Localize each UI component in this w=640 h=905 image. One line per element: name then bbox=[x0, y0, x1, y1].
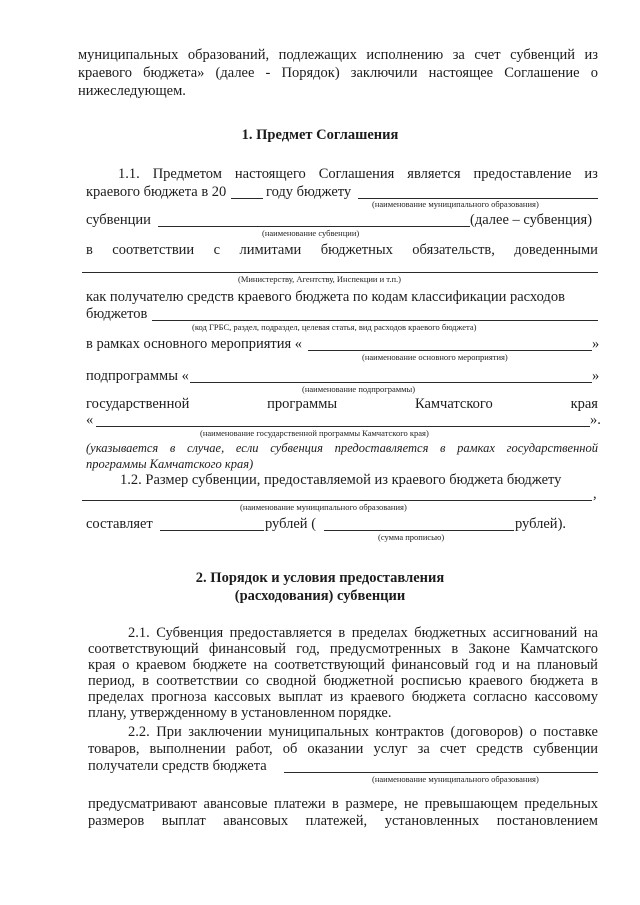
caption-codes: (код ГРБС, раздел, подраздел, целевая статья, вид расходов краевого бюджета) bbox=[192, 322, 477, 332]
word: на bbox=[583, 625, 598, 641]
word: исполнению bbox=[366, 47, 444, 63]
section-2-title-line-2: (расходования) субвенции bbox=[234, 588, 406, 604]
section-2-title-line-1: 2. Порядок и условия предоставления bbox=[195, 570, 445, 586]
word: 2.1. bbox=[128, 625, 150, 641]
word: Законе bbox=[468, 641, 510, 657]
word: установленных bbox=[384, 813, 480, 829]
word: Предметом bbox=[152, 166, 222, 182]
word: период, bbox=[88, 673, 136, 689]
caption-municipality-3: (наименование муниципального образования) bbox=[372, 774, 539, 784]
word: за bbox=[417, 741, 430, 757]
clause-2-1-line-6: плану, утвержденному в установленном порядке. bbox=[88, 705, 392, 721]
word: краевого bbox=[78, 65, 132, 81]
word: в bbox=[440, 441, 446, 455]
word: краевого bbox=[350, 689, 405, 705]
word: средств bbox=[476, 741, 524, 757]
word: не bbox=[403, 796, 419, 812]
subvention-label: субвенции bbox=[86, 212, 151, 228]
caption-state-program: (наименование государственной программы Камчатского края) bbox=[200, 428, 429, 438]
word: Камчатского bbox=[414, 396, 493, 412]
word: в bbox=[591, 673, 598, 689]
word: - bbox=[265, 65, 271, 81]
clause-2-2-line-5 bbox=[88, 813, 598, 830]
word: кассовых bbox=[213, 689, 272, 705]
word: (далее bbox=[215, 65, 255, 81]
intro-line-1 bbox=[78, 47, 598, 64]
budgets-label: бюджетов bbox=[86, 306, 148, 322]
caption-ministry: (Министерству, Агентству, Инспекции и т.п.) bbox=[238, 274, 401, 284]
word: платежи bbox=[273, 796, 326, 812]
word: 1.1. bbox=[118, 166, 140, 182]
word: предоставляется bbox=[229, 625, 332, 641]
main-activity-label: в рамках основного мероприятия « bbox=[86, 336, 303, 352]
clause-2-2-line-1 bbox=[128, 724, 598, 741]
word: в bbox=[169, 441, 176, 455]
caption-municipality-2: (наименование муниципального образования) bbox=[240, 502, 407, 512]
caption-municipality-1: (наименование муниципального образования) bbox=[372, 199, 539, 209]
amount-label: составляет bbox=[86, 516, 153, 532]
word: субвенции bbox=[533, 741, 598, 757]
word: (договоров) bbox=[450, 724, 523, 740]
section-1-title: 1. Предмет Соглашения bbox=[241, 127, 399, 143]
word: размеров bbox=[88, 813, 145, 829]
word: случае, bbox=[186, 441, 225, 455]
caption-subprogram: (наименование подпрограммы) bbox=[302, 384, 416, 394]
recipient-line: как получателю средств краевого бюджета по кодам классификации расходов bbox=[86, 289, 565, 305]
word: платежей, bbox=[305, 813, 368, 829]
codes-blank bbox=[152, 320, 598, 321]
ministry-blank bbox=[82, 272, 598, 273]
subvention-suffix: (далее – субвенция) bbox=[470, 212, 593, 228]
word: лимитами bbox=[239, 242, 302, 258]
clause-2-1-line-5 bbox=[88, 689, 598, 706]
word: субвенций bbox=[510, 47, 575, 63]
word: бюджетных bbox=[320, 242, 393, 258]
word: Соглашения bbox=[318, 166, 395, 182]
word: субвенция bbox=[270, 441, 323, 455]
word: плановый bbox=[537, 657, 598, 673]
word: соответствии bbox=[156, 673, 239, 689]
word: Соглашение bbox=[504, 65, 580, 81]
word: предусмотренных bbox=[329, 641, 442, 657]
word: за bbox=[452, 47, 465, 63]
word: рамках bbox=[457, 441, 495, 455]
word: счет bbox=[439, 741, 467, 757]
word: из bbox=[329, 689, 344, 705]
clause-1-1-line-2a: краевого бюджета в 20 bbox=[86, 184, 227, 200]
word: доведенными bbox=[514, 242, 598, 258]
word: является bbox=[407, 166, 461, 182]
word: услуг bbox=[373, 741, 408, 757]
word: год, bbox=[296, 641, 320, 657]
clause-2-2-line-3: получатели средств бюджета bbox=[88, 758, 267, 774]
word: размере, bbox=[345, 796, 398, 812]
word: контрактов bbox=[375, 724, 444, 740]
clause-2-1-line-3 bbox=[88, 657, 598, 674]
word: настоящего bbox=[234, 166, 306, 182]
word: соответствующий bbox=[88, 641, 199, 657]
word: края bbox=[88, 657, 116, 673]
word: 2.2. bbox=[128, 724, 150, 740]
word: кассовому bbox=[534, 689, 598, 705]
word: в bbox=[451, 641, 459, 657]
clause-2-1-line-1 bbox=[128, 625, 598, 642]
intro-line-3: нижеследующем. bbox=[78, 83, 186, 99]
word: прогноза bbox=[151, 689, 207, 705]
word: и bbox=[501, 657, 510, 673]
word: государственной bbox=[506, 441, 598, 455]
word: выплат bbox=[161, 813, 206, 829]
amount-words-blank bbox=[324, 530, 514, 531]
clause-2-1-line-2 bbox=[88, 641, 598, 658]
state-program-close: ». bbox=[590, 412, 601, 428]
italic-note-line-2: программы Камчатского края) bbox=[86, 457, 254, 471]
italic-note-line-1 bbox=[86, 440, 598, 457]
word: согласно bbox=[473, 689, 528, 705]
word: настоящее bbox=[428, 65, 494, 81]
caption-amount-words: (сумма прописью) bbox=[378, 532, 445, 542]
word: выполнении bbox=[149, 741, 226, 757]
word: в bbox=[338, 625, 346, 641]
word: предоставление bbox=[473, 166, 572, 182]
word: со bbox=[245, 673, 259, 689]
word: государственной bbox=[86, 396, 190, 412]
word: бюджетной bbox=[323, 673, 394, 689]
word: краевого bbox=[468, 673, 523, 689]
amount-rub: рублей ( bbox=[265, 516, 317, 532]
amount-rub-end: рублей). bbox=[515, 516, 567, 532]
municipality-blank-3 bbox=[284, 772, 598, 773]
word: пределах bbox=[351, 625, 408, 641]
clause-2-2-line-4 bbox=[88, 796, 598, 813]
clause-2-1-line-4 bbox=[88, 673, 598, 690]
word: о bbox=[122, 657, 130, 673]
caption-main-activity: (наименование основного мероприятия) bbox=[362, 352, 508, 362]
word: с bbox=[213, 242, 221, 258]
word: счет bbox=[474, 47, 501, 63]
word: о bbox=[590, 65, 598, 81]
word: Камчатского bbox=[520, 641, 598, 657]
caption-subvention: (наименование субвенции) bbox=[262, 228, 360, 238]
state-program-open: « bbox=[86, 412, 94, 428]
state-program-line bbox=[86, 396, 598, 413]
clause-1-2-line-1: 1.2. Размер субвенции, предоставляемой из краевого бюджета бюджету bbox=[120, 472, 562, 488]
word: При bbox=[156, 724, 182, 740]
state-program-blank bbox=[96, 426, 590, 427]
word: соответствии bbox=[112, 242, 195, 258]
word: предельных bbox=[524, 796, 598, 812]
word: муниципальных bbox=[268, 724, 369, 740]
word: сводной bbox=[266, 673, 317, 689]
word: подлежащих bbox=[278, 47, 357, 63]
word: выплат bbox=[278, 689, 323, 705]
main-activity-close: » bbox=[592, 336, 600, 352]
word: работ, bbox=[235, 741, 273, 757]
amount-number-blank bbox=[160, 530, 264, 531]
subvention-name-blank bbox=[158, 226, 470, 227]
limits-line bbox=[86, 242, 598, 259]
word: год bbox=[475, 657, 496, 673]
word: на bbox=[253, 657, 268, 673]
word: программы bbox=[267, 396, 338, 412]
word: бюджета bbox=[411, 689, 466, 705]
word: заключили bbox=[350, 65, 418, 81]
word: образований, bbox=[187, 47, 270, 63]
word: товаров, bbox=[88, 741, 140, 757]
word: превышающем bbox=[424, 796, 518, 812]
word: ассигнований bbox=[492, 625, 578, 641]
word: о bbox=[529, 724, 537, 740]
word: Порядок) bbox=[281, 65, 340, 81]
word: поставке bbox=[543, 724, 598, 740]
word: предоставляется bbox=[334, 441, 429, 455]
word: если bbox=[235, 441, 259, 455]
word: на bbox=[516, 657, 531, 673]
word: бюджета» bbox=[143, 65, 205, 81]
word: в bbox=[86, 242, 93, 258]
word: краевом bbox=[136, 657, 187, 673]
word: в bbox=[332, 796, 339, 812]
word: заключении bbox=[188, 724, 262, 740]
word: из bbox=[584, 47, 598, 63]
clause-1-1-line-2b: году бюджету bbox=[266, 184, 352, 200]
word: об bbox=[282, 741, 298, 757]
word: края bbox=[570, 396, 598, 412]
word: обязательств, bbox=[412, 242, 495, 258]
word: росписью bbox=[400, 673, 462, 689]
clause-1-1-line-1 bbox=[118, 166, 598, 183]
intro-line-2 bbox=[78, 65, 598, 82]
word: бюджетных bbox=[414, 625, 487, 641]
word: в bbox=[142, 673, 150, 689]
word: финансовый bbox=[391, 657, 469, 673]
word: пределах bbox=[88, 689, 144, 705]
word: оказании bbox=[307, 741, 364, 757]
year-blank bbox=[231, 198, 263, 199]
clause-1-2-comma: , bbox=[593, 486, 597, 502]
word: Субвенция bbox=[156, 625, 224, 641]
word: бюджета bbox=[529, 673, 584, 689]
word: бюджете bbox=[192, 657, 247, 673]
word: авансовые bbox=[203, 796, 268, 812]
main-activity-blank bbox=[308, 350, 592, 351]
subprogram-close: » bbox=[592, 368, 600, 384]
word: муниципальных bbox=[78, 47, 179, 63]
word: предусматривают bbox=[88, 796, 198, 812]
clause-2-2-line-2 bbox=[88, 741, 598, 758]
municipality-blank-2 bbox=[82, 500, 592, 501]
word: постановлением bbox=[496, 813, 598, 829]
word: (указывается bbox=[86, 441, 159, 455]
subprogram-blank bbox=[190, 382, 592, 383]
subprogram-label: подпрограммы « bbox=[86, 368, 189, 384]
word: авансовых bbox=[223, 813, 289, 829]
word: соответствующий bbox=[274, 657, 385, 673]
word: финансовый bbox=[208, 641, 287, 657]
word: из bbox=[584, 166, 598, 182]
